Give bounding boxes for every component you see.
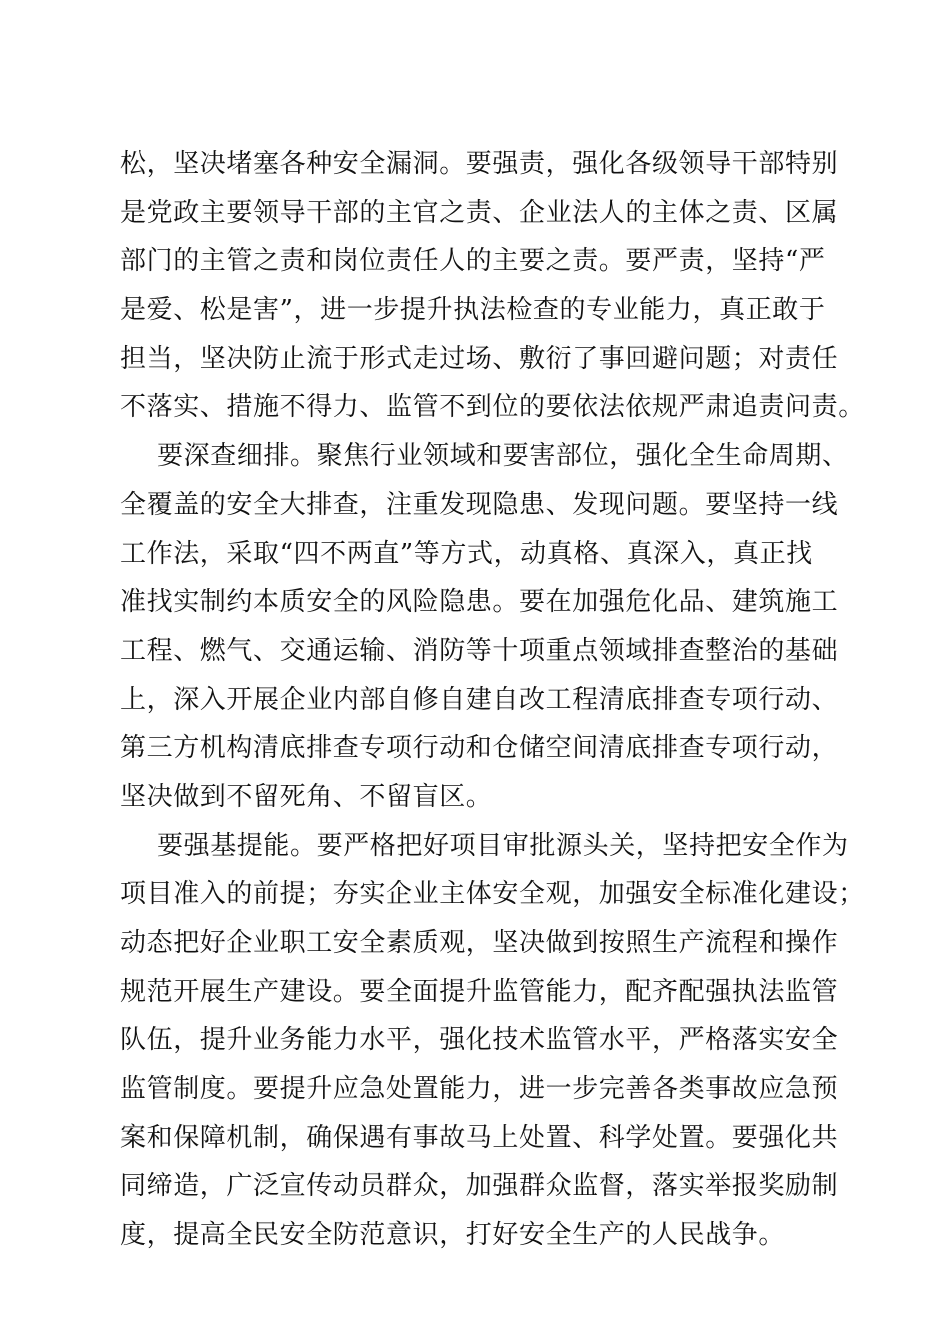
text-line: 第三方机构清底排查专项行动和仓储空间清底排查专项行动，: [120, 733, 839, 764]
text-line: 是爱、松是害”，进一步提升执法检查的专业能力，真正敢于: [120, 295, 826, 326]
text-line: 同缔造，广泛宣传动员群众，加强群众监督，落实举报奖励制: [120, 1171, 839, 1202]
text-line: 担当，坚决防止流于形式走过场、敷衍了事回避问题；对责任: [120, 343, 839, 374]
document-body: [120, 140, 865, 1260]
text-line: 要深查细排。聚焦行业领域和要害部位，强化全生命周期、: [157, 441, 849, 472]
text-line: 不落实、措施不得力、监管不到位的要依法依规严肃追责问责。: [120, 392, 865, 423]
paragraph-inspection: [120, 432, 849, 822]
text-line: 坚决做到不留死角、不留盲区。: [120, 781, 493, 812]
text-line: 动态把好企业职工安全素质观，坚决做到按照生产流程和操作: [120, 928, 839, 958]
text-line: 松，坚决堵塞各种安全漏洞。要强责，强化各级领导干部特别: [120, 149, 839, 179]
text-line: 监管制度。要提升应急处置能力，进一步完善各类事故应急预: [120, 1074, 839, 1105]
text-line: 工作法，采取“四不两直”等方式，动真格、真深入，真正找: [120, 538, 813, 569]
text-line: 是党政主要领导干部的主官之责、企业法人的主体之责、区属: [120, 197, 839, 228]
paragraph-accountability: [120, 140, 865, 432]
text-line: 部门的主管之责和岗位责任人的主要之责。要严责，坚持“严: [120, 246, 826, 277]
text-line: 准找实制约本质安全的风险隐患。要在加强危化品、建筑施工: [120, 587, 839, 618]
text-line: 规范开展生产建设。要全面提升监管能力，配齐配强执法监管: [120, 976, 839, 1007]
text-line: 上，深入开展企业内部自修自建自改工程清底排查专项行动、: [120, 684, 839, 715]
text-line: 度，提高全民安全防范意识，打好安全生产的人民战争。: [120, 1220, 786, 1251]
text-line: 工程、燃气、交通运输、消防等十项重点领域排查整治的基础: [120, 635, 839, 666]
text-line: 队伍，提升业务能力水平，强化技术监管水平，严格落实安全: [120, 1025, 839, 1056]
text-line: 项目准入的前提；夯实企业主体安全观，加强安全标准化建设；: [120, 879, 865, 910]
text-line: 案和保障机制，确保遇有事故马上处置、科学处置。要强化共: [120, 1122, 839, 1153]
text-line: 要强基提能。要严格把好项目审批源头关，坚持把安全作为: [157, 830, 849, 861]
text-line: 全覆盖的安全大排查，注重发现隐患、发现问题。要坚持一线: [120, 489, 839, 520]
paragraph-capacity: [120, 822, 865, 1260]
